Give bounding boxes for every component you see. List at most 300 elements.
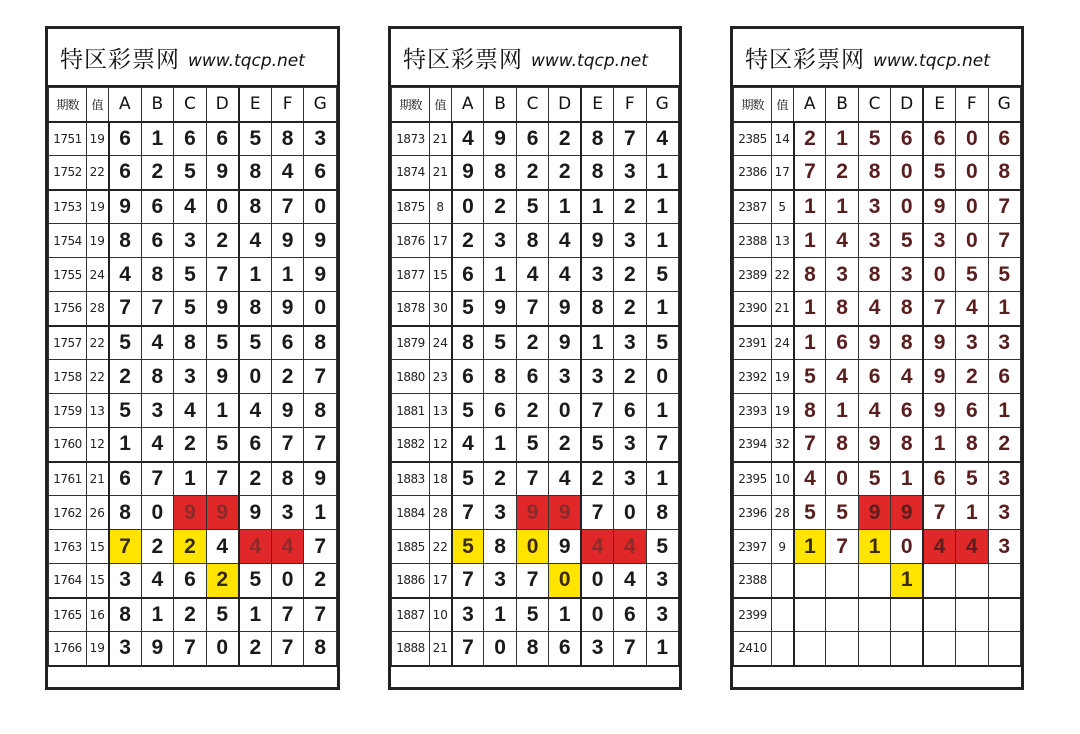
digit-cell-d: 3 (549, 360, 581, 394)
period-cell: 1874 (392, 156, 430, 190)
digit-cell-a: 4 (452, 428, 484, 462)
digit-cell-a: 8 (109, 496, 142, 530)
table-row (734, 224, 1021, 258)
value-cell: 32 (772, 428, 794, 462)
value-cell: 13 (430, 394, 452, 428)
digit-cell-b: 3 (484, 496, 516, 530)
value-cell: 10 (772, 462, 794, 496)
header-row (392, 88, 679, 122)
table-row (49, 190, 337, 224)
digit-cell-d: 4 (891, 360, 923, 394)
digit-cell-f: 3 (614, 224, 646, 258)
table-row (734, 156, 1021, 190)
period-cell: 1883 (392, 462, 430, 496)
digit-cell-e: 9 (923, 394, 955, 428)
digit-cell-g: 8 (988, 156, 1020, 190)
digit-cell-c: 6 (174, 122, 207, 156)
digit-cell-e: 1 (581, 190, 613, 224)
value-cell: 28 (772, 496, 794, 530)
digit-cell-a: 7 (794, 156, 826, 190)
table-row (734, 190, 1021, 224)
period-cell: 1765 (49, 598, 87, 632)
value-cell: 5 (772, 190, 794, 224)
digit-cell-c: 3 (174, 360, 207, 394)
table-row (49, 428, 337, 462)
digit-cell-f: 7 (271, 598, 304, 632)
digit-cell-a: 8 (452, 326, 484, 360)
period-cell: 1766 (49, 632, 87, 666)
value-cell: 19 (772, 394, 794, 428)
digit-cell-c: 9 (858, 428, 890, 462)
digit-cell-d: 4 (206, 530, 239, 564)
digit-cell-b: 1 (484, 428, 516, 462)
period-cell: 1759 (49, 394, 87, 428)
digit-cell-d: 4 (549, 462, 581, 496)
table-row (49, 598, 337, 632)
digit-cell-e: 8 (581, 122, 613, 156)
value-cell: 23 (430, 360, 452, 394)
digit-cell-f: 8 (271, 122, 304, 156)
digit-cell-c: 9 (858, 496, 890, 530)
header-col-g: G (304, 88, 337, 122)
value-cell: 28 (87, 292, 109, 326)
table-row (392, 122, 679, 156)
digit-cell-a: 6 (109, 156, 142, 190)
period-cell: 1882 (392, 428, 430, 462)
digit-cell-a: 5 (452, 462, 484, 496)
digit-cell-g: 3 (988, 530, 1020, 564)
header-col-g: G (646, 88, 678, 122)
digit-cell-e: 1 (239, 258, 272, 292)
digit-cell-f: 5 (956, 462, 988, 496)
digit-cell-d: 9 (549, 292, 581, 326)
digit-cell-g: 8 (304, 394, 337, 428)
digit-cell-b: 2 (141, 530, 174, 564)
digit-cell-f: 7 (271, 428, 304, 462)
digit-cell-d: 5 (206, 428, 239, 462)
digit-cell-c: 2 (516, 326, 548, 360)
table-row (49, 156, 337, 190)
digit-cell-g: 0 (304, 190, 337, 224)
digit-cell-c: 5 (174, 258, 207, 292)
digit-cell-g (988, 598, 1020, 632)
digit-cell-c: 9 (858, 326, 890, 360)
brand-title: 特区彩票网 (403, 46, 523, 73)
digit-cell-d (891, 598, 923, 632)
value-cell: 21 (430, 632, 452, 666)
digit-cell-d: 7 (206, 462, 239, 496)
digit-cell-f: 2 (614, 258, 646, 292)
digit-cell-b: 1 (826, 122, 858, 156)
period-cell: 1885 (392, 530, 430, 564)
digit-cell-g: 3 (988, 496, 1020, 530)
digit-cell-c: 5 (516, 190, 548, 224)
header-col-f: F (271, 88, 304, 122)
digit-cell-a: 9 (109, 190, 142, 224)
value-cell: 17 (430, 564, 452, 598)
digit-cell-f: 7 (614, 122, 646, 156)
digit-cell-f: 4 (956, 292, 988, 326)
digit-cell-d: 2 (206, 224, 239, 258)
digit-cell-c: 8 (858, 156, 890, 190)
digit-cell-g: 7 (988, 190, 1020, 224)
digit-cell-b: 7 (826, 530, 858, 564)
table-row (49, 632, 337, 666)
period-cell: 1754 (49, 224, 87, 258)
digit-cell-a: 7 (452, 496, 484, 530)
digit-cell-e: 0 (923, 258, 955, 292)
digit-cell-f: 6 (614, 598, 646, 632)
table-row (734, 632, 1021, 666)
digit-cell-e: 2 (239, 632, 272, 666)
header-col-b: B (141, 88, 174, 122)
digit-cell-c: 8 (174, 326, 207, 360)
digit-cell-f: 3 (614, 326, 646, 360)
table-row (734, 496, 1021, 530)
site-url: www.tqcp.net (873, 51, 990, 71)
digit-cell-g: 6 (988, 122, 1020, 156)
digit-cell-g: 4 (646, 122, 678, 156)
digit-cell-c: 2 (174, 530, 207, 564)
digit-cell-c: 9 (174, 496, 207, 530)
digit-cell-c: 5 (516, 428, 548, 462)
digit-cell-b: 4 (826, 224, 858, 258)
digit-cell-e: 3 (581, 632, 613, 666)
digit-cell-f: 9 (271, 394, 304, 428)
digit-cell-b: 0 (826, 462, 858, 496)
table-row (734, 564, 1021, 598)
value-cell: 22 (87, 360, 109, 394)
table-row (49, 530, 337, 564)
digit-cell-b: 8 (141, 258, 174, 292)
digit-cell-f (956, 598, 988, 632)
digit-cell-g (988, 564, 1020, 598)
digit-cell-b: 9 (141, 632, 174, 666)
digit-cell-g: 7 (988, 224, 1020, 258)
draw-table (733, 87, 1021, 667)
digit-cell-d: 8 (891, 428, 923, 462)
period-cell: 2389 (734, 258, 772, 292)
header-col-d: D (549, 88, 581, 122)
digit-cell-c: 7 (174, 632, 207, 666)
header-col-g: G (988, 88, 1020, 122)
period-cell: 2393 (734, 394, 772, 428)
digit-cell-b: 2 (484, 190, 516, 224)
period-cell: 1875 (392, 190, 430, 224)
digit-cell-e: 9 (239, 496, 272, 530)
period-cell: 2386 (734, 156, 772, 190)
digit-cell-a: 6 (452, 258, 484, 292)
digit-cell-a: 0 (452, 190, 484, 224)
digit-cell-g: 8 (304, 326, 337, 360)
table-row (49, 224, 337, 258)
digit-cell-b: 2 (826, 156, 858, 190)
period-cell: 1878 (392, 292, 430, 326)
period-cell: 2387 (734, 190, 772, 224)
digit-cell-a: 5 (109, 394, 142, 428)
digit-cell-d: 8 (891, 292, 923, 326)
digit-cell-b: 1 (826, 190, 858, 224)
digit-cell-g: 1 (646, 462, 678, 496)
panel-banner (391, 29, 679, 87)
period-cell: 1888 (392, 632, 430, 666)
table-row (392, 190, 679, 224)
lottery-panel-2 (388, 26, 682, 690)
digit-cell-f: 7 (614, 632, 646, 666)
table-row (49, 122, 337, 156)
digit-cell-g: 1 (646, 190, 678, 224)
digit-cell-e: 7 (581, 496, 613, 530)
digit-cell-e: 3 (581, 258, 613, 292)
period-cell: 1760 (49, 428, 87, 462)
digit-cell-d: 9 (549, 530, 581, 564)
period-cell: 1876 (392, 224, 430, 258)
digit-cell-a (794, 598, 826, 632)
digit-cell-f: 2 (956, 360, 988, 394)
digit-cell-g: 8 (304, 632, 337, 666)
header-col-e: E (581, 88, 613, 122)
digit-cell-a: 5 (794, 496, 826, 530)
digit-cell-b: 7 (141, 462, 174, 496)
period-cell: 1755 (49, 258, 87, 292)
digit-cell-d: 3 (891, 258, 923, 292)
digit-cell-g: 1 (646, 632, 678, 666)
digit-cell-c: 7 (516, 292, 548, 326)
digit-cell-d: 9 (549, 326, 581, 360)
digit-cell-f: 3 (614, 428, 646, 462)
table-row (392, 428, 679, 462)
digit-cell-e: 3 (581, 360, 613, 394)
lottery-panel-1 (45, 26, 340, 690)
digit-cell-d: 2 (549, 122, 581, 156)
digit-cell-c: 2 (516, 394, 548, 428)
table-row (734, 258, 1021, 292)
digit-cell-b: 4 (141, 428, 174, 462)
table-row (392, 224, 679, 258)
digit-cell-a: 5 (452, 530, 484, 564)
digit-cell-d: 7 (206, 258, 239, 292)
digit-cell-c: 9 (516, 496, 548, 530)
digit-cell-a: 5 (109, 326, 142, 360)
table-row (392, 326, 679, 360)
digit-cell-c: 5 (516, 598, 548, 632)
digit-cell-g: 9 (304, 462, 337, 496)
digit-cell-a: 9 (452, 156, 484, 190)
period-cell: 1756 (49, 292, 87, 326)
period-cell: 1879 (392, 326, 430, 360)
digit-cell-e: 8 (239, 190, 272, 224)
digit-cell-e: 5 (923, 156, 955, 190)
value-cell: 12 (87, 428, 109, 462)
digit-cell-g: 2 (988, 428, 1020, 462)
digit-cell-d: 4 (549, 258, 581, 292)
header-col-e: E (923, 88, 955, 122)
digit-cell-d: 5 (206, 326, 239, 360)
value-cell: 30 (430, 292, 452, 326)
table-row (392, 598, 679, 632)
table-row (49, 564, 337, 598)
digit-cell-c: 6 (516, 122, 548, 156)
digit-cell-a: 1 (794, 224, 826, 258)
digit-cell-c: 5 (858, 122, 890, 156)
digit-cell-f (956, 632, 988, 666)
digit-cell-c: 6 (516, 360, 548, 394)
digit-cell-c: 8 (858, 258, 890, 292)
digit-cell-g: 7 (304, 530, 337, 564)
digit-cell-e: 5 (581, 428, 613, 462)
digit-cell-b: 1 (141, 598, 174, 632)
digit-cell-d: 0 (891, 190, 923, 224)
period-cell: 1887 (392, 598, 430, 632)
period-cell: 2399 (734, 598, 772, 632)
digit-cell-e: 8 (581, 156, 613, 190)
digit-cell-a: 1 (794, 530, 826, 564)
digit-cell-g (988, 632, 1020, 666)
value-cell: 10 (430, 598, 452, 632)
digit-cell-b: 0 (484, 632, 516, 666)
digit-cell-b: 8 (484, 530, 516, 564)
table-row (49, 292, 337, 326)
digit-cell-d: 1 (891, 564, 923, 598)
digit-cell-f: 2 (614, 190, 646, 224)
table-row (392, 632, 679, 666)
digit-cell-c: 0 (516, 530, 548, 564)
digit-cell-a: 1 (794, 292, 826, 326)
value-cell: 19 (87, 632, 109, 666)
table-row (734, 394, 1021, 428)
table-row (49, 496, 337, 530)
digit-cell-b (826, 632, 858, 666)
digit-cell-b (826, 564, 858, 598)
digit-cell-e: 4 (239, 224, 272, 258)
digit-cell-f: 4 (956, 530, 988, 564)
period-cell: 1873 (392, 122, 430, 156)
digit-cell-b: 9 (484, 122, 516, 156)
digit-cell-d: 6 (206, 122, 239, 156)
digit-cell-c: 6 (174, 564, 207, 598)
table-row (49, 326, 337, 360)
digit-cell-g: 7 (304, 598, 337, 632)
digit-cell-e: 7 (923, 496, 955, 530)
value-cell: 18 (430, 462, 452, 496)
digit-cell-f: 6 (271, 326, 304, 360)
digit-cell-a: 5 (452, 394, 484, 428)
period-cell: 2385 (734, 122, 772, 156)
digit-cell-d: 0 (891, 156, 923, 190)
digit-cell-c: 5 (174, 156, 207, 190)
value-cell: 12 (430, 428, 452, 462)
digit-cell-c: 3 (858, 224, 890, 258)
value-cell: 16 (87, 598, 109, 632)
digit-cell-a: 7 (109, 530, 142, 564)
digit-cell-d: 8 (891, 326, 923, 360)
digit-cell-f: 8 (271, 462, 304, 496)
digit-cell-g: 1 (646, 292, 678, 326)
period-cell: 1753 (49, 190, 87, 224)
digit-cell-e: 7 (923, 292, 955, 326)
digit-cell-a: 7 (452, 564, 484, 598)
digit-cell-d: 5 (206, 598, 239, 632)
digit-cell-c: 3 (858, 190, 890, 224)
digit-cell-d: 6 (549, 632, 581, 666)
panel-banner (48, 29, 337, 87)
value-cell: 22 (772, 258, 794, 292)
table-row (392, 292, 679, 326)
table-row (392, 462, 679, 496)
digit-cell-e: 4 (239, 530, 272, 564)
digit-cell-c: 8 (516, 632, 548, 666)
digit-cell-e: 4 (239, 394, 272, 428)
digit-cell-a: 4 (452, 122, 484, 156)
digit-cell-d (891, 632, 923, 666)
digit-cell-f: 4 (271, 156, 304, 190)
digit-cell-g: 7 (646, 428, 678, 462)
digit-cell-b: 1 (141, 122, 174, 156)
digit-cell-b: 6 (141, 190, 174, 224)
digit-cell-a: 4 (794, 462, 826, 496)
digit-cell-c: 8 (516, 224, 548, 258)
digit-cell-a: 2 (109, 360, 142, 394)
digit-cell-e: 4 (923, 530, 955, 564)
digit-cell-g: 0 (304, 292, 337, 326)
digit-cell-f: 9 (271, 292, 304, 326)
digit-cell-f: 2 (614, 292, 646, 326)
brand-title: 特区彩票网 (60, 46, 180, 73)
table-row (392, 394, 679, 428)
table-row (392, 530, 679, 564)
digit-cell-a (794, 632, 826, 666)
period-cell: 2397 (734, 530, 772, 564)
digit-cell-b: 8 (484, 156, 516, 190)
period-cell: 1757 (49, 326, 87, 360)
digit-cell-f (956, 564, 988, 598)
digit-cell-g: 0 (646, 360, 678, 394)
header-col-c: C (174, 88, 207, 122)
header-col-a: A (794, 88, 826, 122)
digit-cell-c: 7 (516, 462, 548, 496)
digit-cell-f: 5 (956, 258, 988, 292)
digit-cell-f: 2 (614, 360, 646, 394)
value-cell: 13 (87, 394, 109, 428)
period-cell: 1762 (49, 496, 87, 530)
digit-cell-d: 9 (206, 156, 239, 190)
value-cell (772, 564, 794, 598)
digit-cell-e: 4 (581, 530, 613, 564)
digit-cell-f: 4 (614, 530, 646, 564)
period-cell: 1751 (49, 122, 87, 156)
digit-cell-g: 6 (304, 156, 337, 190)
digit-cell-g: 1 (988, 394, 1020, 428)
value-cell: 22 (430, 530, 452, 564)
period-cell: 2390 (734, 292, 772, 326)
digit-cell-e: 6 (923, 122, 955, 156)
digit-cell-b: 8 (826, 292, 858, 326)
digit-cell-f: 7 (271, 632, 304, 666)
digit-cell-d: 0 (891, 530, 923, 564)
digit-cell-d: 4 (549, 224, 581, 258)
digit-cell-e: 9 (923, 326, 955, 360)
digit-cell-g: 3 (304, 122, 337, 156)
digit-cell-d: 2 (206, 564, 239, 598)
table-row (734, 292, 1021, 326)
period-cell: 2388 (734, 564, 772, 598)
period-cell: 1884 (392, 496, 430, 530)
digit-cell-d: 2 (549, 428, 581, 462)
period-cell: 1752 (49, 156, 87, 190)
value-cell: 9 (772, 530, 794, 564)
header-row (734, 88, 1021, 122)
value-cell: 14 (772, 122, 794, 156)
